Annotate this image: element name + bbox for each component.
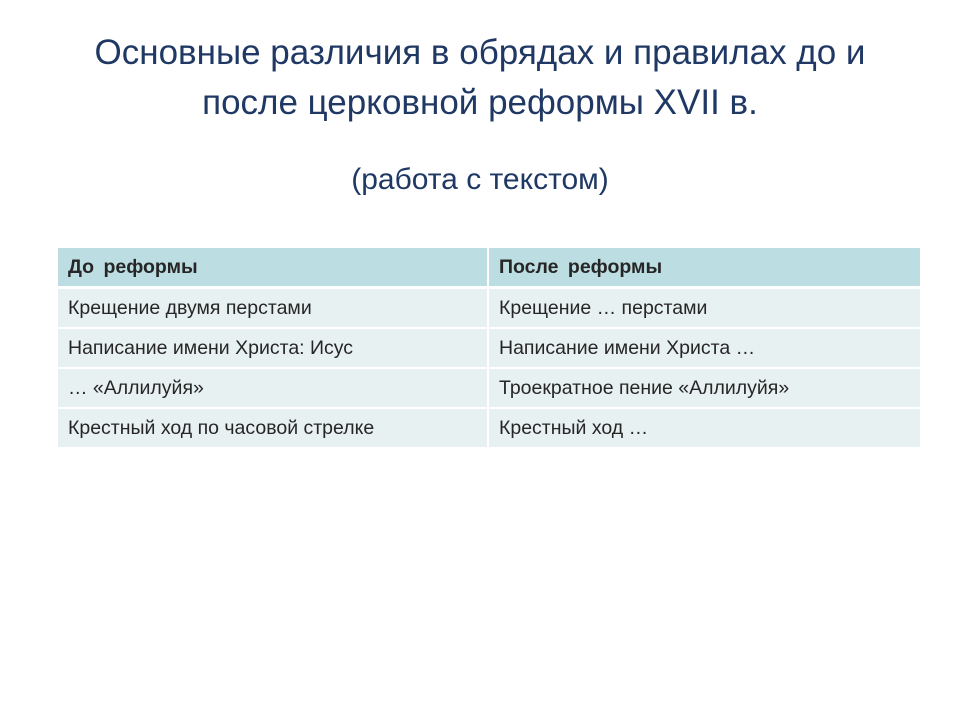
cell-before: Написание имени Христа: Исус [58,328,488,368]
cell-after: Крещение … перстами [488,288,920,329]
comparison-table [58,248,920,447]
table-row [58,288,920,329]
slide-title-line-1: Основные различия в обрядах и правилах до и [94,33,866,72]
header-before-reform: До реформы [58,248,488,288]
slide-title [40,28,920,128]
cell-after: Крестный ход … [488,408,920,447]
slide-title-line-2: после церковной реформы XVII в. [202,83,758,122]
cell-before: Крещение двумя перстами [58,288,488,329]
slide-subtitle: (работа с текстом) [351,163,609,196]
header-after-reform: После реформы [488,248,920,288]
cell-before: … «Аллилуйя» [58,368,488,408]
table-row [58,328,920,368]
cell-after: Написание имени Христа … [488,328,920,368]
table-header-row [58,248,920,288]
cell-before: Крестный ход по часовой стрелке [58,408,488,447]
table-row [58,368,920,408]
table-row [58,408,920,447]
cell-after: Троекратное пение «Аллилуйя» [488,368,920,408]
